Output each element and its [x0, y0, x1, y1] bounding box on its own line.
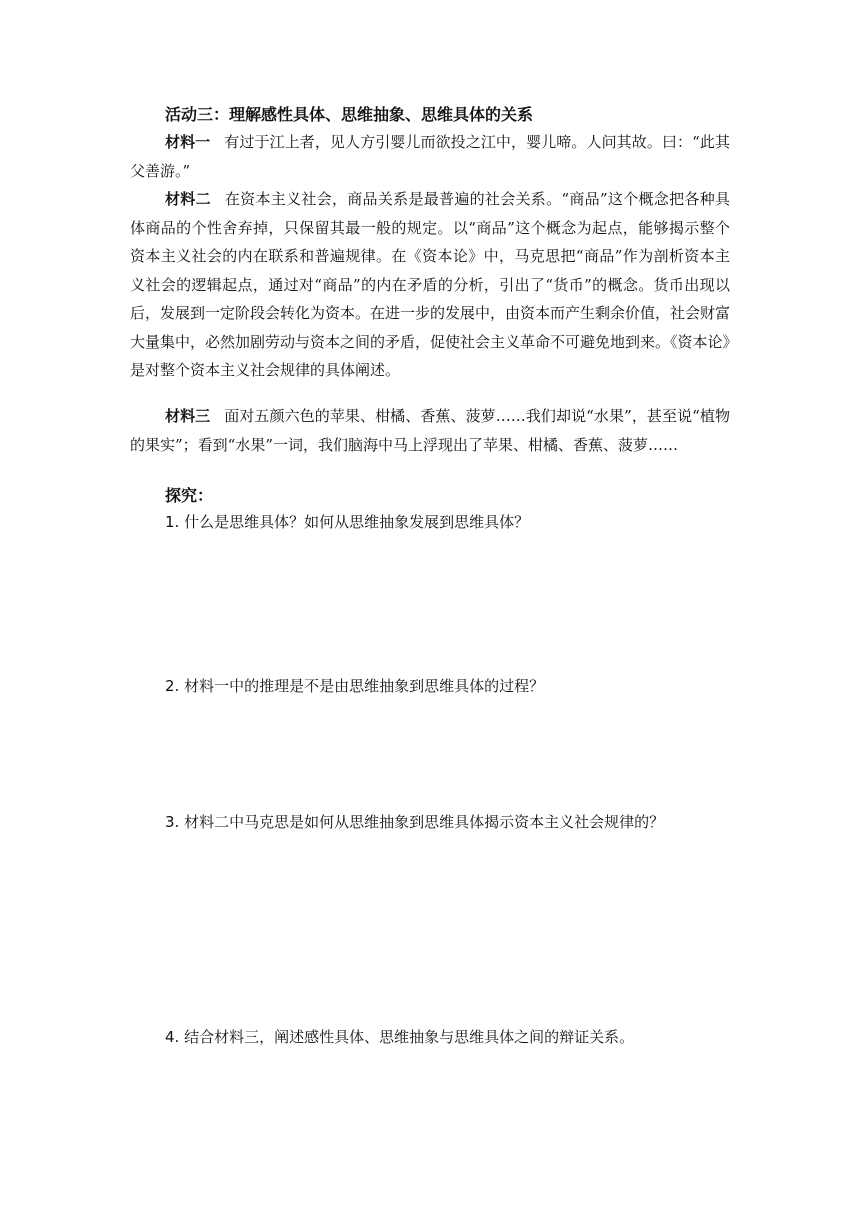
question-2: 2. 材料一中的推理是不是由思维抽象到思维具体的过程？ — [165, 677, 545, 695]
activity-title: 活动三：理解感性具体、思维抽象、思维具体的关系 — [165, 105, 534, 124]
document-page — [130, 0, 730, 1216]
material-three-label: 材料三 — [165, 407, 211, 425]
question-1: 1. 什么是思维具体？如何从思维抽象发展到思维具体？ — [165, 513, 530, 531]
question-4: 4. 结合材料三，阐述感性具体、思维抽象与思维具体之间的辩证关系。 — [165, 1028, 635, 1046]
material-three — [130, 402, 730, 459]
material-two-label: 材料二 — [165, 190, 211, 208]
material-one-label: 材料一 — [165, 133, 211, 151]
explore-label: 探究： — [165, 486, 214, 505]
material-two — [130, 185, 730, 385]
material-one-text: 有过于江上者，见人方引婴儿而欲投之江中，婴儿啼。人问其故。曰：“此其父善游。” — [130, 133, 730, 180]
question-3: 3. 材料二中马克思是如何从思维抽象到思维具体揭示资本主义社会规律的？ — [165, 813, 665, 831]
material-three-text: 面对五颜六色的苹果、柑橘、香蕉、菠萝……我们却说“水果”，甚至说“植物的果实”；看到“水果”一词，我们脑海中马上浮现出了苹果、柑橘、香蕉、菠萝…… — [130, 407, 730, 454]
material-two-text: 在资本主义社会，商品关系是最普遍的社会关系。“商品”这个概念把各种具体商品的个性舍弃掉，只保留其最一般的规定。以“商品”这个概念为起点，能够揭示整个资本主义社会的内在联系和普遍规律。在《资本论》中，马克思把“商品”作为剖析资本主义社会的逻辑起点，通过对“商品”的内在矛盾的分析，引出了“货币”的概念。货币出现以后，发展到一定阶段会转化为资本。在进一步的发展中，由资本而产生剩余价值，社会财富大量集中，必然加剧劳动与资本之间的矛盾，促使社会主义革命不可避免地到来。《资本论》是对整个资本主义社会规律的具体阐述。 — [130, 190, 731, 379]
material-one — [130, 128, 730, 185]
